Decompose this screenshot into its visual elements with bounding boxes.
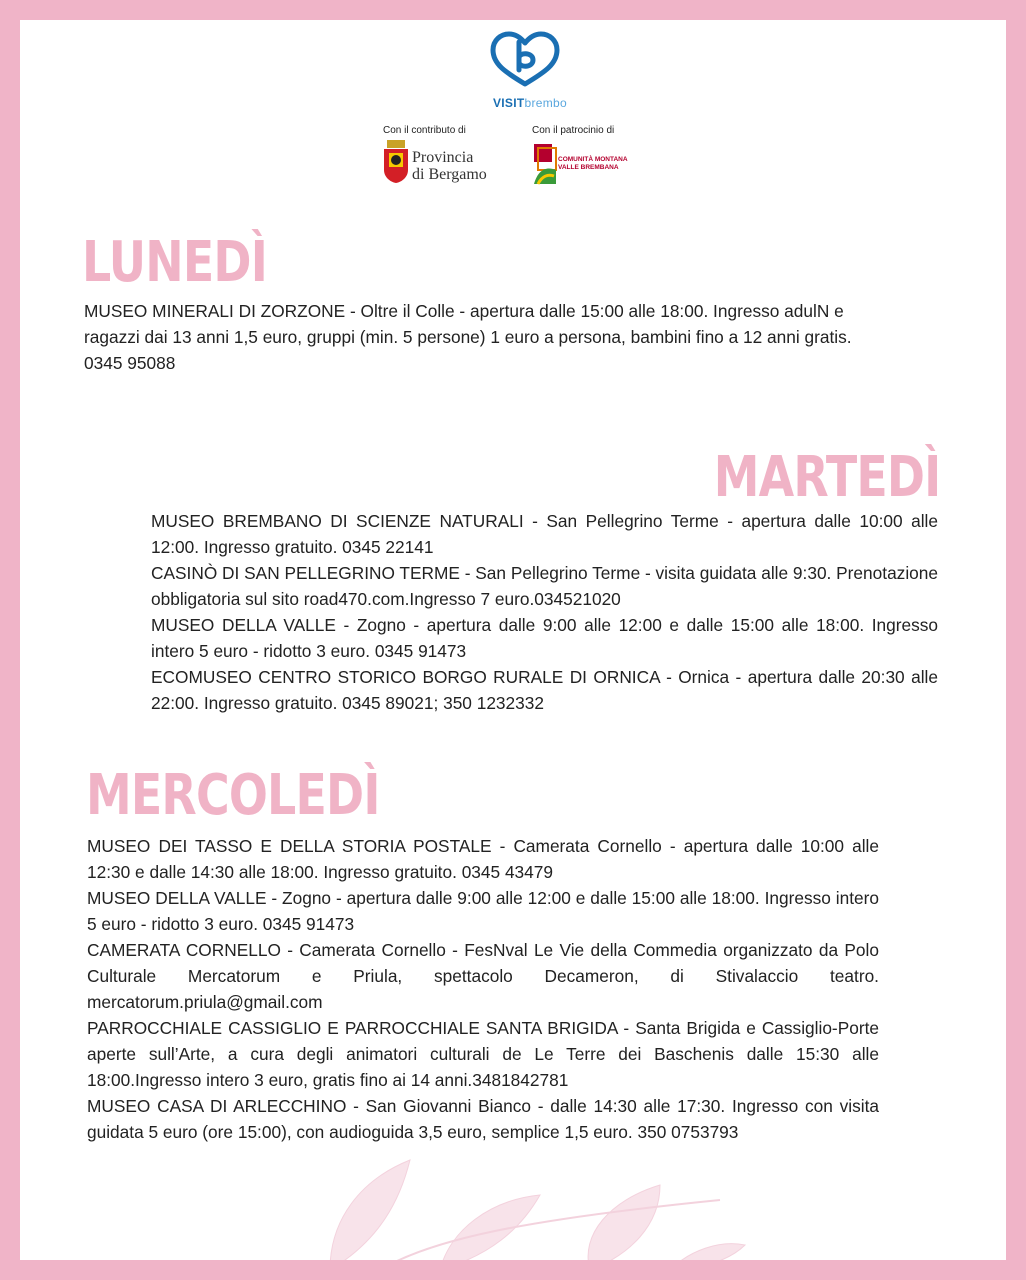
sponsor-label-province: Con il contributo di: [383, 125, 466, 136]
province-crest-icon: [383, 140, 409, 184]
list-item: MUSEO DELLA VALLE - Zogno - apertura dalle 9:00 alle 12:00 e dalle 15:00 alle 18:00. Ingresso intero 5 euro - ridotto 3 euro. 0345 91473: [87, 888, 879, 934]
list-item: ECOMUSEO CENTRO STORICO BORGO RURALE DI ORNICA - Ornica - apertura dalle 20:30 alle 22:00. Ingresso gratuito. 0345 89021; 350 1232332: [151, 667, 938, 713]
day-heading-tuesday: MARTEDÌ: [713, 445, 940, 510]
sponsor-label-community: Con il patrocinio di: [532, 125, 615, 136]
list-item: MUSEO DELLA VALLE - Zogno - apertura dalle 9:00 alle 12:00 e dalle 15:00 alle 18:00. Ingresso intero 5 euro - ridotto 3 euro. 0345 91473: [151, 615, 938, 661]
community-name: COMUNITÀ MONTANA VALLE BREMBANA: [558, 156, 628, 171]
brand-wordmark: VISITbrembo: [492, 96, 567, 110]
list-item: CAMERATA CORNELLO - Camerata Cornello - FesNval Le Vie della Commedia organizzato da Polo Culturale Mercatorum e Priula, spettacolo Decameron, di Stivalaccio teatro. mercatorum.priula@gmail.com: [87, 940, 879, 1012]
page: [20, 20, 1006, 1260]
province-name: Provincia di Bergamo: [412, 149, 487, 183]
decorative-leaves-icon: [290, 1140, 750, 1260]
list-item: CASINÒ DI SAN PELLEGRINO TERME - San Pellegrino Terme - visita guidata alle 9:30. Prenotazione obbligatoria sul sito road470.com.Ingresso 7 euro.034521020: [151, 563, 938, 609]
list-item: MUSEO BREMBANO DI SCIENZE NATURALI - San Pellegrino Terme - apertura dalle 10:00 alle 12:00. Ingresso gratuito. 0345 22141: [151, 511, 938, 557]
list-item: MUSEO MINERALI DI ZORZONE - Oltre il Colle - apertura dalle 15:00 alle 18:00. Ingresso adulN e ragazzi dai 13 anni 1,5 euro, gruppi (min. 5 persone) 1 euro a persona, bambini fino a 12 anni gratis. 0345 95088: [84, 301, 852, 373]
day-heading-monday: LUNEDÌ: [82, 230, 267, 295]
day-heading-wednesday: MERCOLEDÌ: [86, 763, 380, 828]
list-item: MUSEO CASA DI ARLECCHINO - San Giovanni Bianco - dalle 14:30 alle 17:30. Ingresso con visita guidata 5 euro (ore 15:00), con audioguida 3,5 euro, semplice 1,5 euro. 350 0753793: [87, 1096, 879, 1142]
monday-entries: [84, 298, 884, 376]
tuesday-entries: [151, 508, 938, 716]
wednesday-entries: [87, 833, 879, 1145]
comunita-montana-logo-icon: [532, 140, 558, 186]
visitbrembo-heart-logo: [485, 28, 565, 88]
list-item: PARROCCHIALE CASSIGLIO E PARROCCHIALE SANTA BRIGIDA - Santa Brigida e Cassiglio-Porte aperte sull’Arte, a cura degli animatori culturali de Le Terre dei Baschenis dalle 15:30 alle 18:00.Ingresso intero 3 euro, gratis fino ai 14 anni.3481842781: [87, 1018, 879, 1090]
list-item: MUSEO DEI TASSO E DELLA STORIA POSTALE - Camerata Cornello - apertura dalle 10:00 alle 12:30 e dalle 14:30 alle 18:00. Ingresso gratuito. 0345 43479: [87, 836, 879, 882]
